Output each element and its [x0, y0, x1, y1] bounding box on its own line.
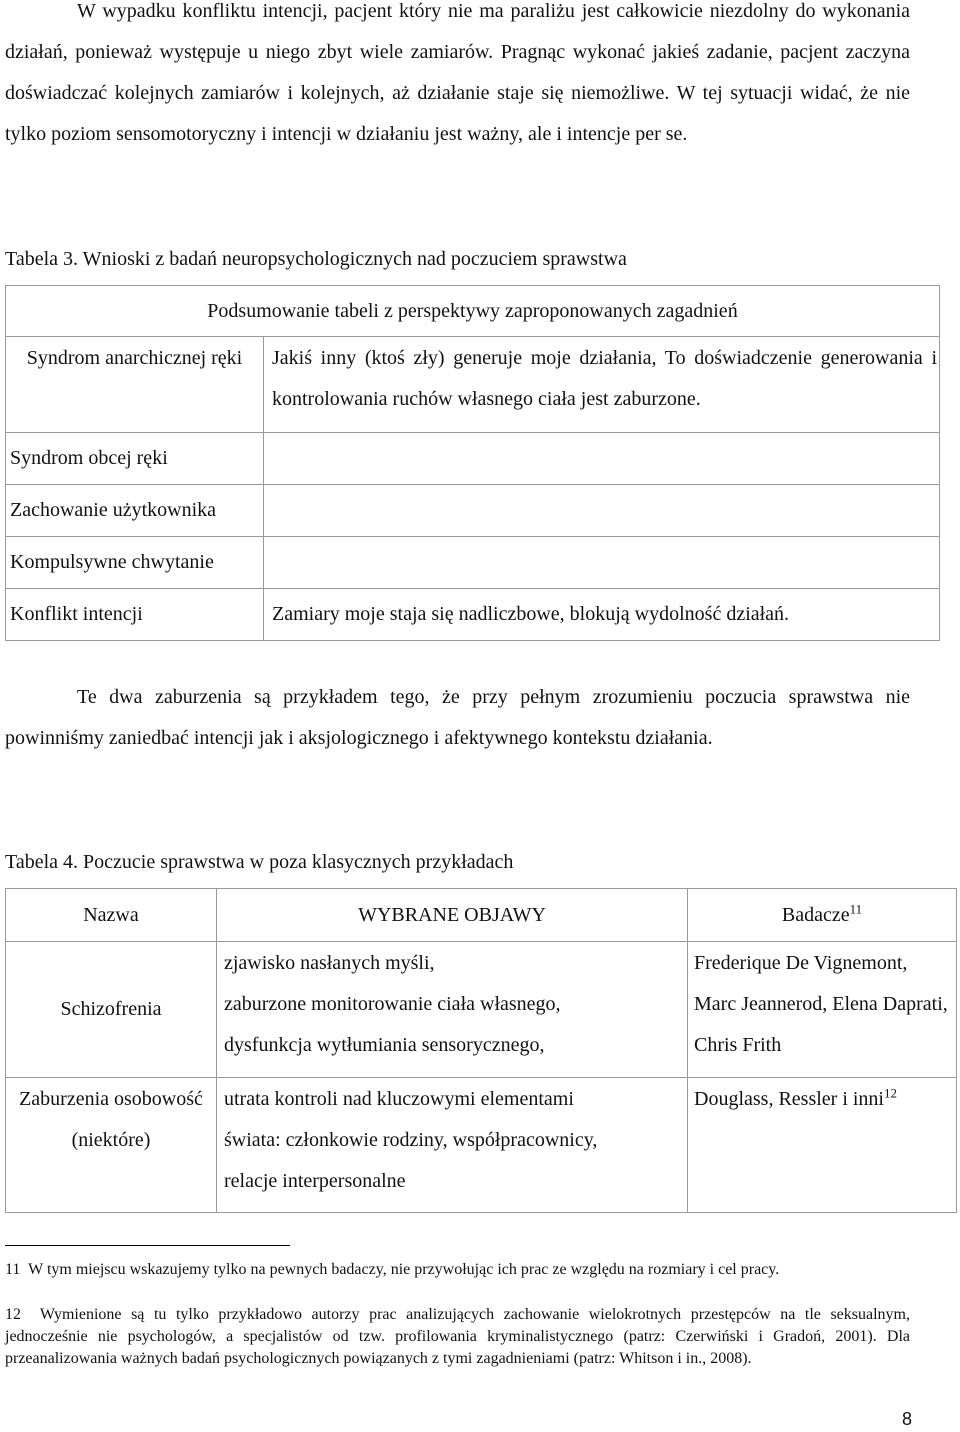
middle-paragraph: Te dwa zaburzenia są przykładem tego, że przy pełnym zrozumieniu poczucia sprawstwa nie powinniśmy zaniedbać intencji jak i aksjologicznego i afektywnego kontekstu działania. [5, 686, 910, 749]
table4-header-researchers [688, 889, 957, 942]
symptom-line: dysfunkcja wytłumiania sensorycznego, [224, 1034, 545, 1056]
table4-header-name: Nazwa [6, 889, 217, 942]
researchers-label: Badacze [781, 903, 850, 926]
table4-row-researchers [688, 1078, 957, 1213]
intro-first-line: W wypadku konfliktu intencji, pacjent który nie ma paraliżu jest całkowicie niezdolny [77, 0, 789, 22]
symptom-line: świata: członkowie rodziny, współpracownicy, [224, 1129, 598, 1151]
table3 [5, 285, 940, 641]
table3-row-label: Zachowanie użytkownika [6, 485, 264, 537]
table4-row-researchers [688, 942, 957, 1078]
researchers-text: Frederique De Vignemont, Marc Jeannerod, Elena Daprati, Chris Frith [694, 952, 948, 1056]
table3-row-label: Konflikt intencji [6, 589, 264, 641]
page-number: 8 [901, 1409, 912, 1429]
table4-row-name: Schizofrenia [6, 942, 217, 1078]
symptom-line: utrata kontroli nad kluczowymi elementami [224, 1088, 574, 1110]
symptom-line: zjawisko nasłanych myśli, [224, 952, 435, 974]
table4-row-symptoms [217, 942, 688, 1078]
table4 [5, 888, 957, 1213]
table3-row-text: Zamiary moje staja się nadliczbowe, blokują wydolność działań. [264, 589, 940, 641]
table3-row-text [264, 537, 940, 589]
footnote-text: W tym miejscu wskazujemy tylko na pewnych badaczy, nie przywołując ich prac ze względu na rozmiary i cel pracy. [28, 1261, 780, 1278]
table3-row-label: Kompulsywne chwytanie [6, 537, 264, 589]
table3-header: Podsumowanie tabeli z perspektywy zaproponowanych zagadnień [6, 286, 940, 337]
footnote-ref-12: 12 [884, 1085, 897, 1101]
table3-row-label: Syndrom anarchicznej ręki [6, 337, 264, 433]
footnote-number: 12 [5, 1306, 21, 1323]
symptom-line: zaburzone monitorowanie ciała własnego, [224, 993, 561, 1015]
intro-paragraph [5, 0, 910, 155]
footnote-ref-11: 11 [849, 900, 863, 916]
footnote-separator [5, 1245, 290, 1246]
table4-caption: Tabela 4. Poczucie sprawstwa w poza klasycznych przykładach [5, 851, 514, 873]
researchers-text: Douglass, Ressler i inni [694, 1088, 884, 1110]
footnote-12 [5, 1304, 910, 1370]
table3-row-label: Syndrom obcej ręki [6, 433, 264, 485]
table4-row-symptoms [217, 1078, 688, 1213]
table4-header-symptoms: WYBRANE OBJAWY [217, 889, 688, 942]
symptom-line: relacje interpersonalne [224, 1170, 406, 1192]
footnote-number: 11 [5, 1261, 21, 1278]
table3-row-text: Jakiś inny (ktoś zły) generuje moje działania, To doświadczenie generowania i kontrolowania ruchów własnego ciała jest zaburzone. [264, 337, 940, 433]
table4-row-name: Zaburzenia osobowość (niektóre) [6, 1078, 217, 1213]
footnote-11 [5, 1259, 910, 1281]
intro-remaining-text: do wykonania działań, ponieważ występuje u niego zbyt wiele zamiarów. Pragnąc wykonać jakieś zadanie, pacjent zaczyna doświadczać kolejnych zamiarów i kolejnych, aż działanie staje się niemożliwe. W tej sytuacji widać, że nie tylko poziom sensomotoryczny i intencji w działaniu jest ważny, ale i intencje per se. [5, 0, 911, 145]
table3-row-text [264, 433, 940, 485]
table3-caption: Tabela 3. Wnioski z badań neuropsychologicznych nad poczuciem sprawstwa [5, 248, 627, 270]
footnote-text: Wymienione są tu tylko przykładowo autorzy prac analizujących zachowanie wielokrotnych przestępców na tle seksualnym, jednocześnie nie psychologów, a specjalistów od tzw. profilowania kryminalistycznego (patrz: Czerwiński i Gradoń, 2001). Dla przeanalizowania ważnych badań psychologicznych powiązanych z tymi zagadnieniami (patrz: Whitson i in., 2008). [5, 1306, 911, 1367]
table3-row-text [264, 485, 940, 537]
